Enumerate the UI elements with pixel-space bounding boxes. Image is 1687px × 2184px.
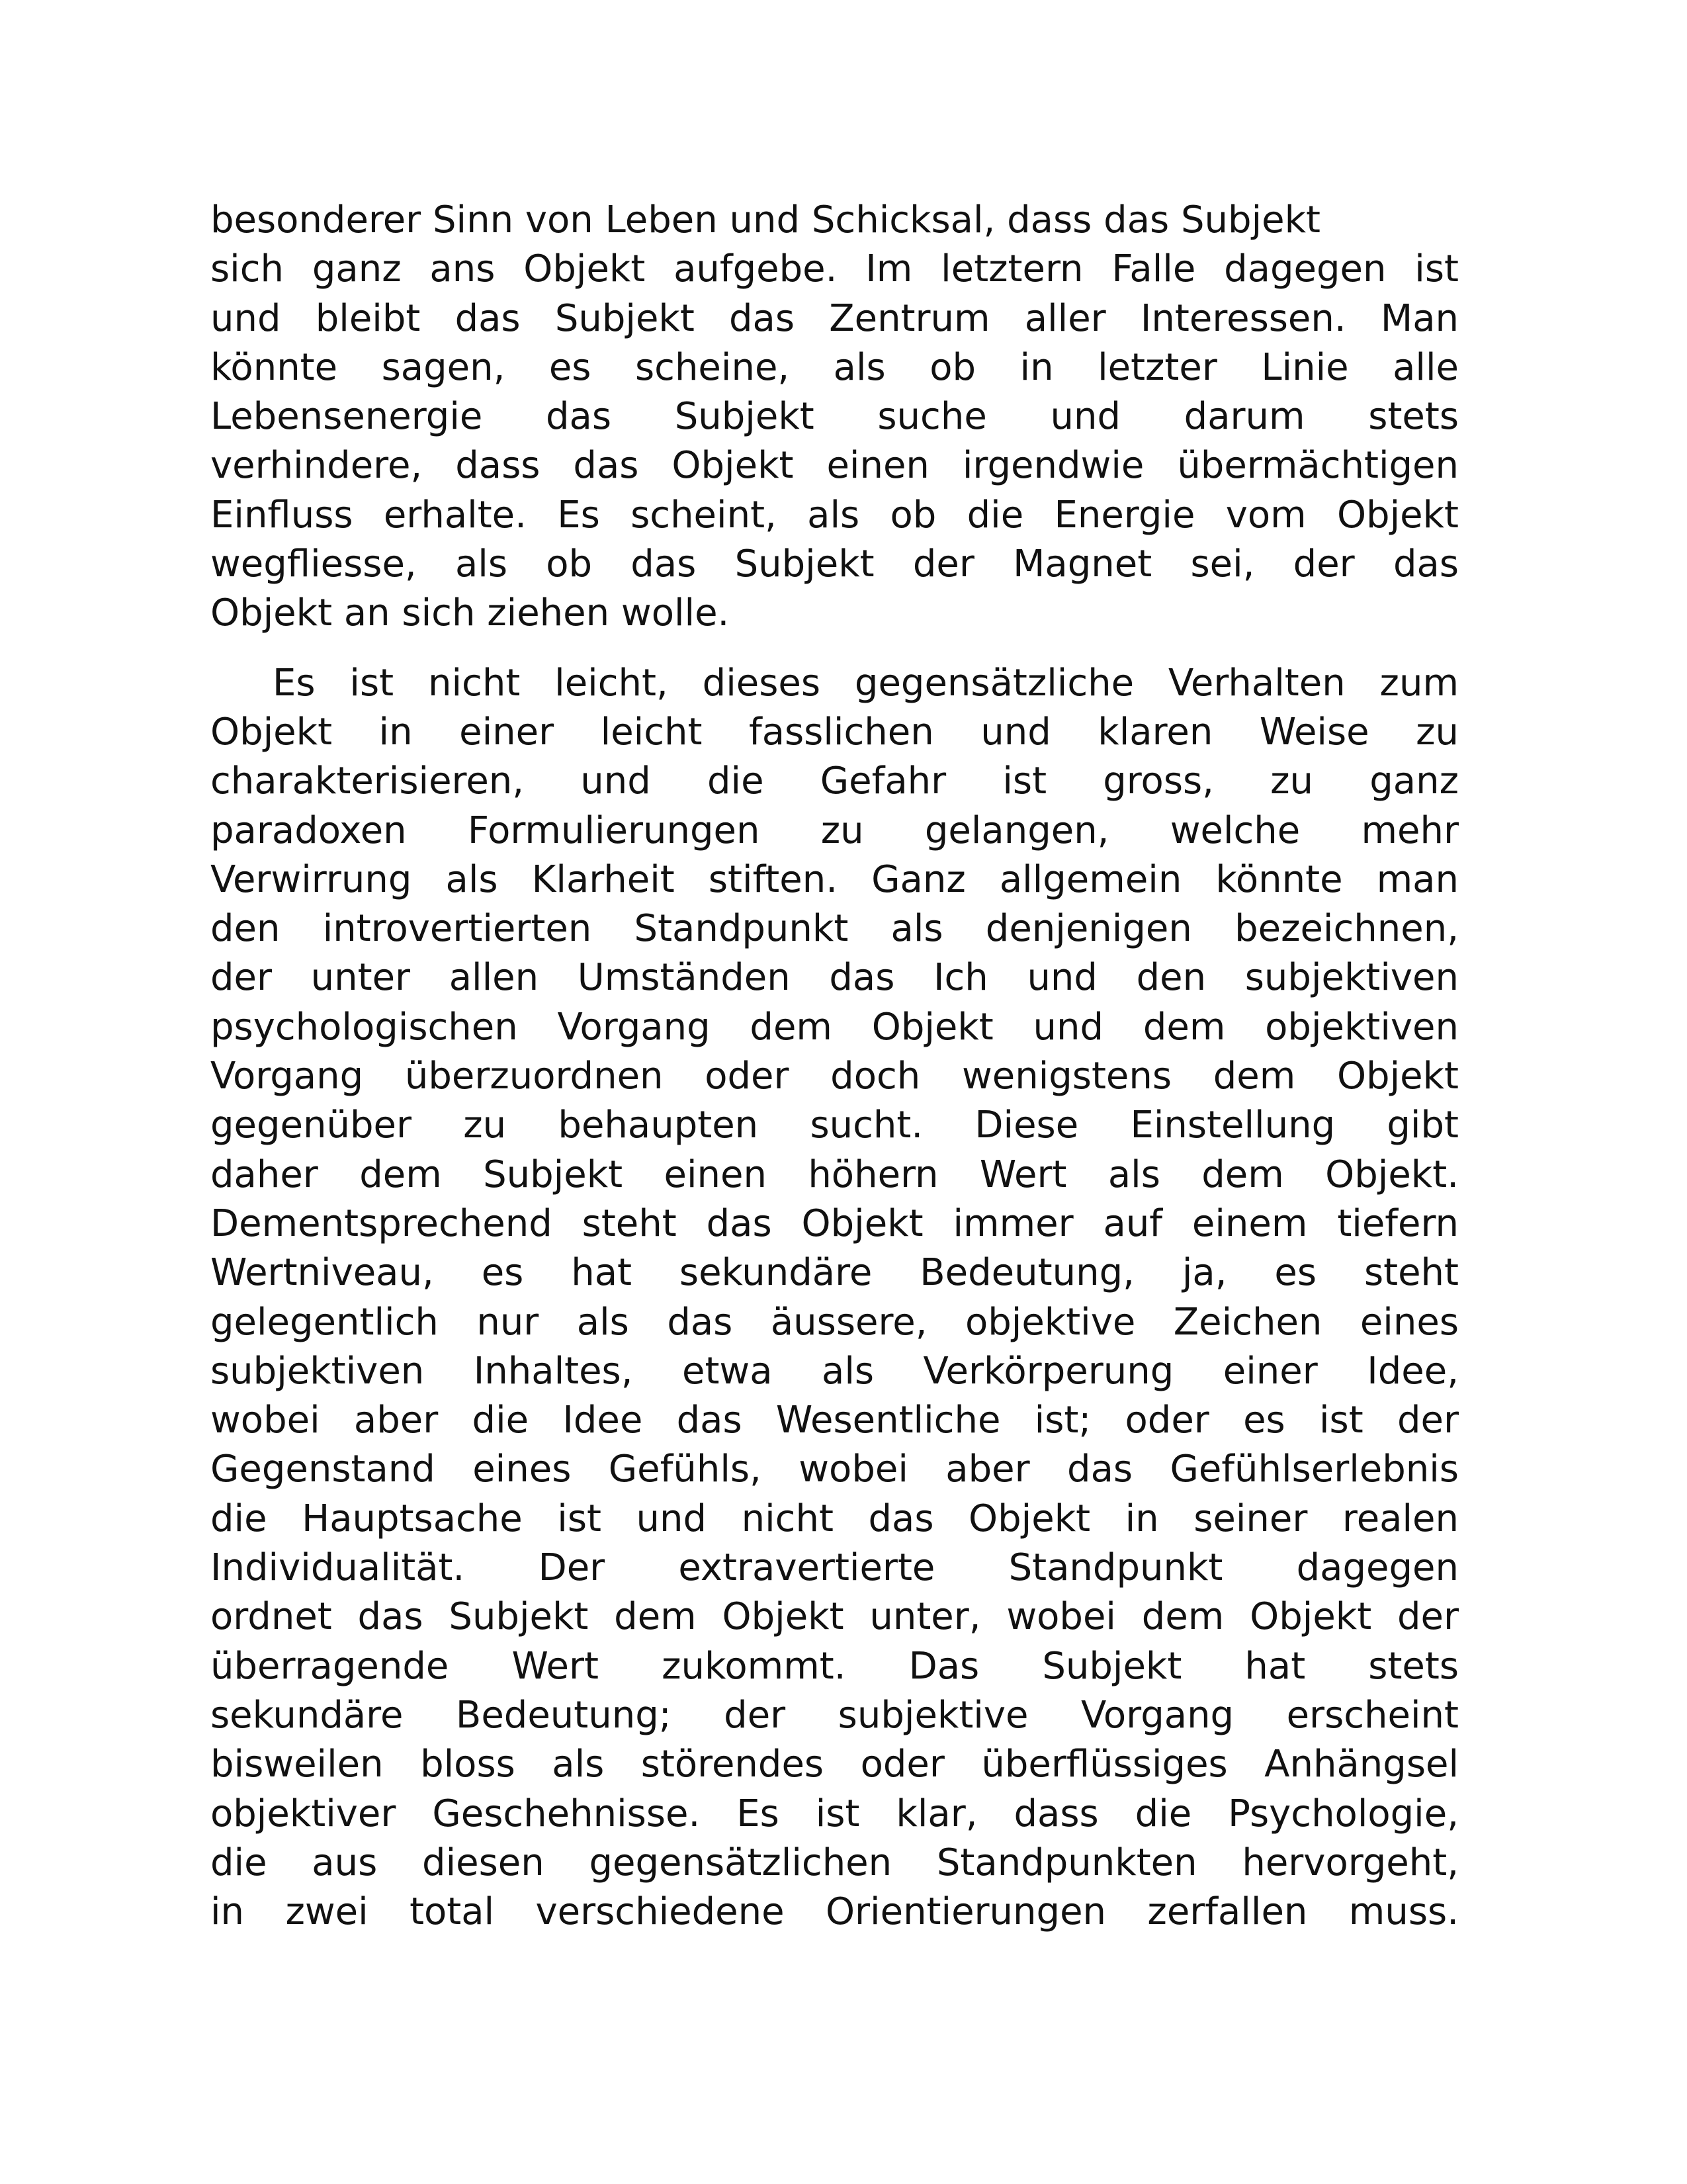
text-line: sich ganz ans Objekt aufgebe. Im letztern Falle dagegen ist: [210, 247, 1459, 291]
document-page: [210, 196, 1459, 1937]
text-line: subjektiven Inhaltes, etwa als Verkörperung einer Idee,: [210, 1349, 1459, 1393]
text-line: ordnet das Subjekt dem Objekt unter, wobei dem Objekt der: [210, 1595, 1459, 1639]
text-line: Dementsprechend steht das Objekt immer auf einem tiefern: [210, 1201, 1459, 1245]
text-line: Lebensenergie das Subjekt suche und darum stets: [210, 395, 1459, 439]
text-line: Vorgang überzuordnen oder doch wenigstens dem Objekt: [210, 1055, 1459, 1098]
paragraph-2: [210, 659, 1459, 1937]
text-line: objektiver Geschehnisse. Es ist klar, dass die Psychologie,: [210, 1792, 1459, 1835]
text-line: die Hauptsache ist und nicht das Objekt in seiner realen: [210, 1497, 1459, 1540]
text-line: wegfliesse, als ob das Subjekt der Magnet sei, der das: [210, 543, 1459, 586]
text-line: überragende Wert zukommt. Das Subjekt hat stets: [210, 1644, 1459, 1688]
text-line: Einfluss erhalte. Es scheint, als ob die Energie vom Objekt: [210, 493, 1459, 537]
text-line: die aus diesen gegensätzlichen Standpunkten hervorgeht,: [210, 1841, 1459, 1884]
text-line: den introvertierten Standpunkt als denjenigen bezeichnen,: [210, 907, 1459, 951]
text-line: Gegenstand eines Gefühls, wobei aber das Gefühlserlebnis: [210, 1448, 1459, 1491]
text-line: sekundäre Bedeutung; der subjektive Vorgang erscheint: [210, 1693, 1459, 1737]
text-line: Objekt an sich ziehen wolle.: [210, 591, 730, 635]
text-line: besonderer Sinn von Leben und Schicksal, dass das Subjekt: [210, 198, 1320, 241]
text-line: verhindere, dass das Objekt einen irgendwie übermächtigen: [210, 444, 1459, 488]
text-line: daher dem Subjekt einen höhern Wert als dem Objekt.: [210, 1153, 1459, 1196]
text-line: Wertniveau, es hat sekundäre Bedeutung, ja, es steht: [210, 1251, 1459, 1295]
text-line: und bleibt das Subjekt das Zentrum aller Interessen. Man: [210, 296, 1459, 340]
text-line: Verwirrung als Klarheit stiften. Ganz allgemein könnte man: [210, 857, 1459, 901]
text-line: bisweilen bloss als störendes oder überflüssiges Anhängsel: [210, 1743, 1459, 1786]
text-line: gegenüber zu behaupten sucht. Diese Einstellung gibt: [210, 1104, 1459, 1147]
text-line: Es ist nicht leicht, dieses gegensätzliche Verhalten zum: [273, 661, 1459, 705]
text-line: Objekt in einer leicht fasslichen und klaren Weise zu: [210, 710, 1459, 754]
text-line: wobei aber die Idee das Wesentliche ist; oder es ist der: [210, 1399, 1459, 1442]
paragraph-1: [210, 196, 1459, 638]
text-line: paradoxen Formulierungen zu gelangen, welche mehr: [210, 808, 1459, 852]
text-line: gelegentlich nur als das äussere, objektive Zeichen eines: [210, 1300, 1459, 1344]
text-line: Individualität. Der extravertierte Standpunkt dagegen: [210, 1546, 1459, 1590]
text-line: in zwei total verschiedene Orientierungen zerfallen muss.: [210, 1890, 1459, 1934]
text-line: könnte sagen, es scheine, als ob in letzter Linie alle: [210, 345, 1459, 389]
text-line: psychologischen Vorgang dem Objekt und dem objektiven: [210, 1005, 1459, 1049]
text-line: charakterisieren, und die Gefahr ist gross, zu ganz: [210, 760, 1459, 803]
text-line: der unter allen Umständen das Ich und den subjektiven: [210, 956, 1459, 1000]
